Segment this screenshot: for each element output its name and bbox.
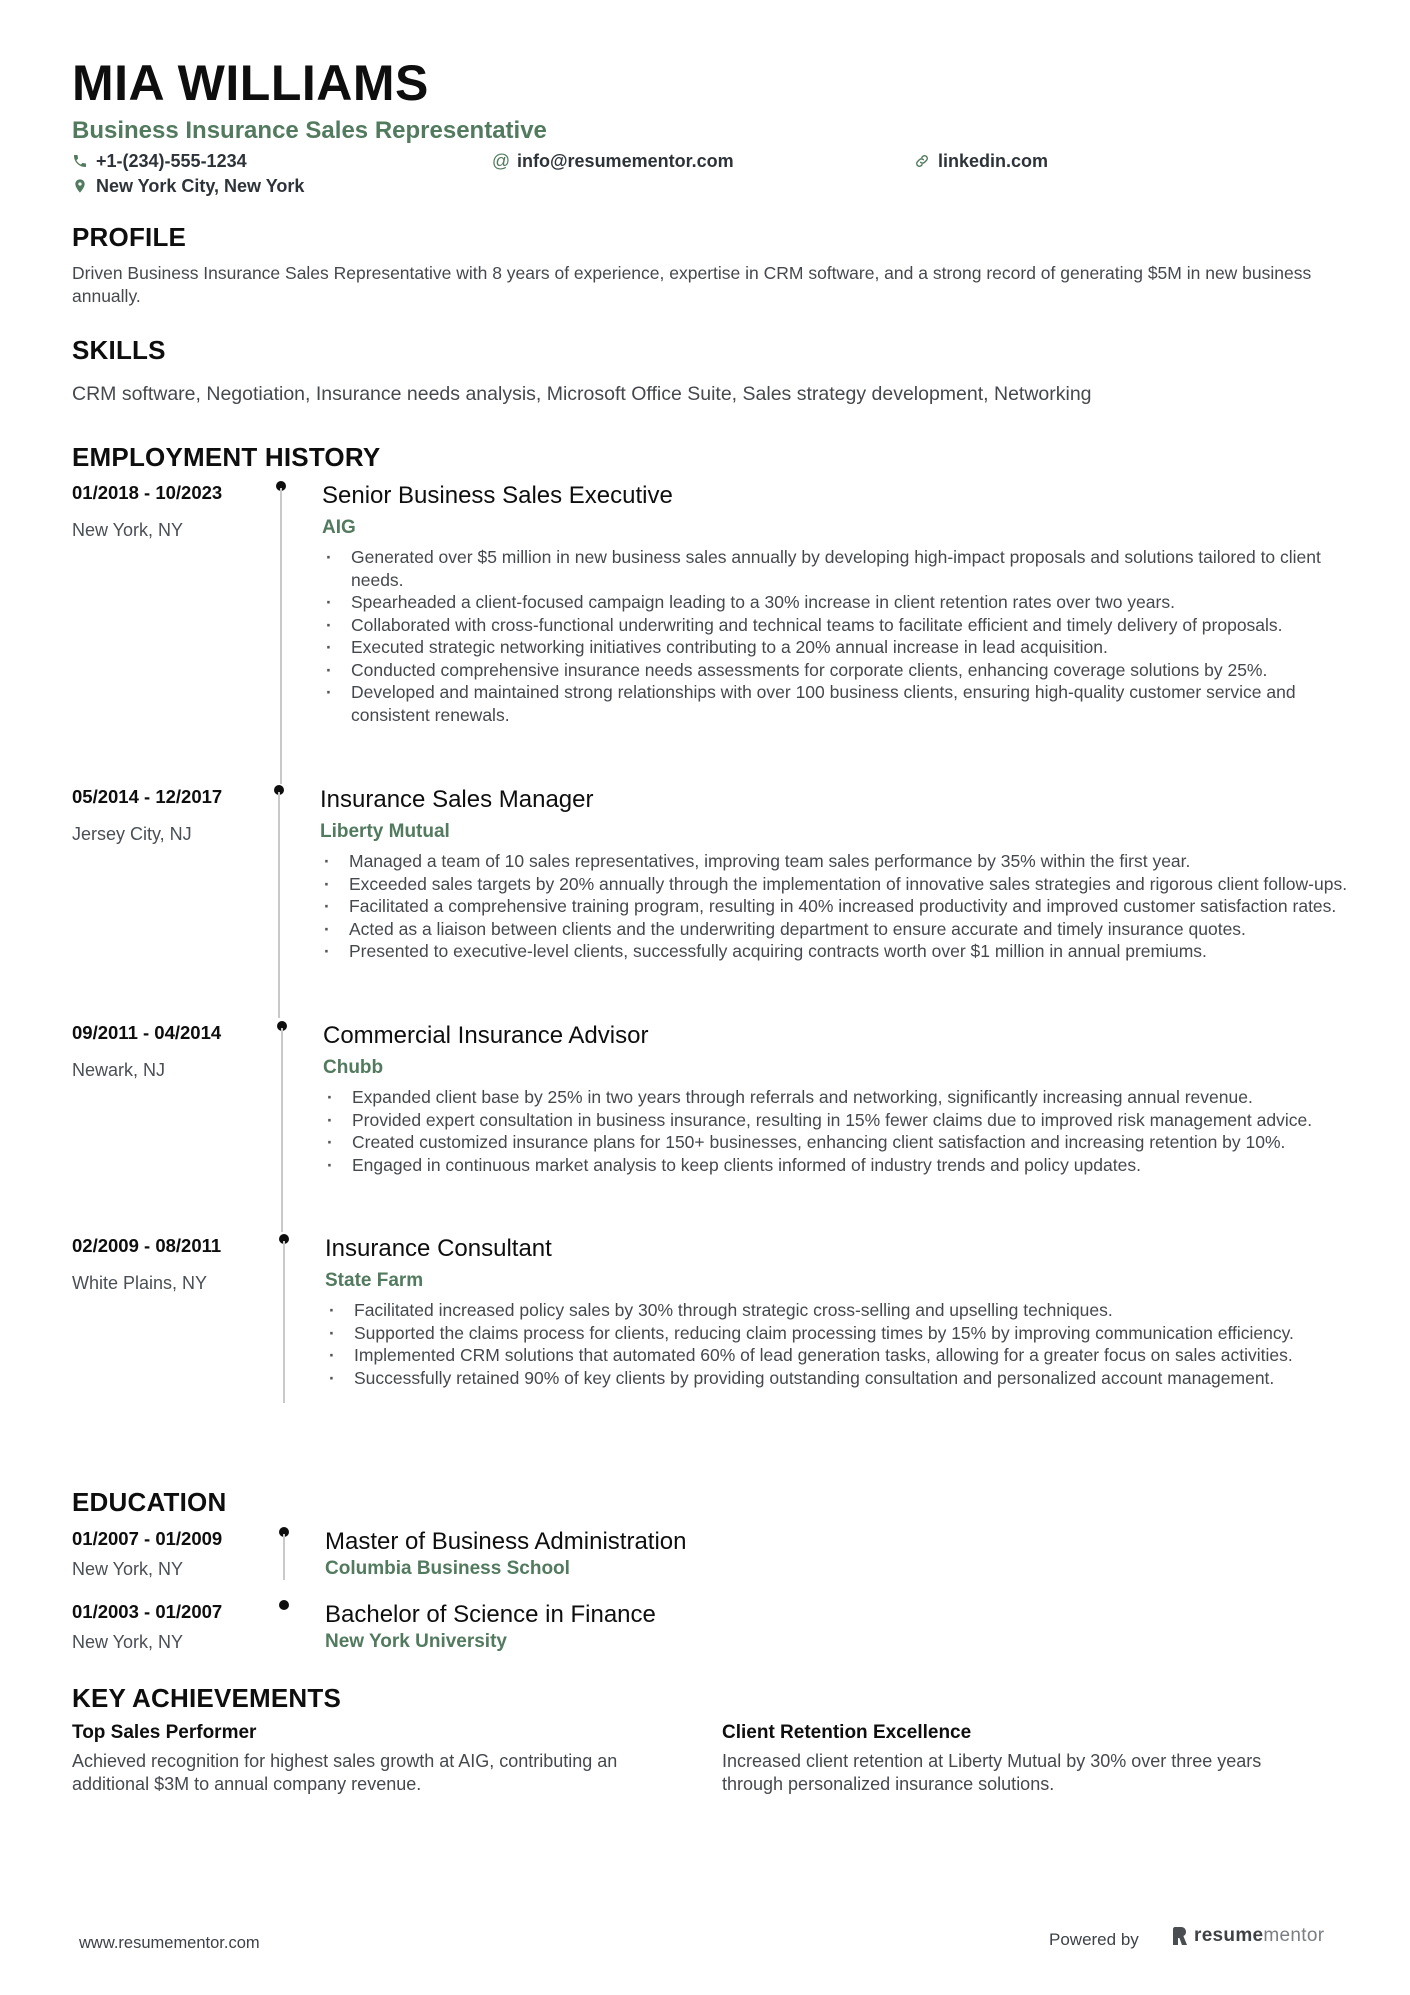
phone-value[interactable]: +1-(234)-555-1234 — [96, 151, 247, 171]
education-location: New York, NY — [72, 1632, 184, 1652]
phone-icon — [72, 153, 88, 169]
job-location: Jersey City, NJ — [72, 824, 192, 844]
education-location: New York, NY — [72, 1559, 184, 1579]
job-dates: 05/2014 - 12/2017 — [72, 786, 223, 807]
bullet-item: · Provided expert consultation in business insurance, resulting in 15% fewer claims due to improved risk management advice. — [324, 1109, 1354, 1132]
bullet-item: · Expanded client base by 25% in two years through referrals and networking, significantly increasing annual revenue. — [324, 1086, 1354, 1109]
bullet-item: · Managed a team of 10 sales representatives, improving team sales performance by 35% within the first year. — [321, 850, 1351, 873]
bullet-item: · Engaged in continuous market analysis to keep clients informed of industry trends and policy updates. — [324, 1154, 1354, 1177]
link-icon — [914, 153, 930, 169]
bullet-item: · Executed strategic networking initiatives contributing to a 20% annual increase in lead acquisition. — [323, 636, 1323, 659]
location-icon — [72, 178, 88, 194]
achievement-description: Achieved recognition for highest sales growth at AIG, contributing an additional $3M to annual company revenue. — [72, 1751, 618, 1794]
candidate-title: Business Insurance Sales Representative — [72, 117, 547, 144]
bullet-item: · Acted as a liaison between clients and the underwriting department to ensure accurate and timely insurance quotes. — [321, 918, 1351, 941]
job-location: New York, NY — [72, 520, 184, 540]
powered-by-label: Powered by — [1049, 1930, 1139, 1949]
employment-heading: EMPLOYMENT HISTORY — [72, 442, 381, 472]
education-school: Columbia Business School — [325, 1558, 570, 1579]
bullet-item: · Developed and maintained strong relationships with over 100 business clients, ensuring high-quality customer service and consistent renewals. — [323, 681, 1323, 726]
achievement-description: Increased client retention at Liberty Mutual by 30% over three years through personalized insurance solutions. — [722, 1751, 1262, 1794]
job-location: White Plains, NY — [72, 1273, 208, 1293]
education-degree: Master of Business Administration — [325, 1528, 687, 1555]
bullet-item: · Spearheaded a client-focused campaign leading to a 30% increase in client retention rates over two years. — [323, 591, 1323, 614]
education-dates: 01/2007 - 01/2009 — [72, 1528, 223, 1549]
timeline-line — [283, 1241, 285, 1403]
job-bullets — [326, 1299, 1336, 1389]
timeline-line — [278, 792, 280, 1018]
education-heading: EDUCATION — [72, 1487, 227, 1517]
location-value: New York City, New York — [96, 176, 305, 196]
timeline-line — [281, 1028, 283, 1232]
job-dates: 02/2009 - 08/2011 — [72, 1235, 222, 1256]
bullet-item: · Exceeded sales targets by 20% annually through the implementation of innovative sales strategies and rigorous client follow-ups. — [321, 873, 1351, 896]
job-title: Commercial Insurance Advisor — [323, 1022, 649, 1049]
linkedin-value[interactable]: linkedin.com — [938, 151, 1049, 171]
job-title: Insurance Consultant — [325, 1235, 552, 1262]
contact-linkedin — [914, 152, 1048, 170]
job-bullets — [324, 1086, 1354, 1176]
job-bullets — [321, 850, 1351, 963]
job-title: Insurance Sales Manager — [320, 786, 594, 813]
education-school: New York University — [325, 1631, 507, 1652]
job-location: Newark, NJ — [72, 1060, 166, 1080]
job-title: Senior Business Sales Executive — [322, 482, 673, 509]
education-degree: Bachelor of Science in Finance — [325, 1601, 656, 1628]
timeline-dot — [279, 1600, 289, 1610]
timeline-line — [283, 1534, 285, 1580]
job-company: AIG — [322, 517, 356, 538]
bullet-item: · Implemented CRM solutions that automated 60% of lead generation tasks, allowing for a greater focus on sales activities. — [326, 1344, 1336, 1367]
email-value[interactable]: info@resumementor.com — [517, 151, 734, 171]
bullet-item: · Conducted comprehensive insurance needs assessments for corporate clients, enhancing coverage solutions by 25%. — [323, 659, 1323, 682]
resumementor-logo-icon — [1172, 1926, 1188, 1946]
contact-phone — [72, 152, 247, 170]
achievement-title: Client Retention Excellence — [722, 1722, 972, 1743]
profile-text: Driven Business Insurance Sales Representative with 8 years of experience, expertise in CRM software, and a strong record of generating $5M in new business annually. — [72, 263, 1312, 306]
bullet-item: · Collaborated with cross-functional underwriting and technical teams to facilitate efficient and timely delivery of proposals. — [323, 614, 1323, 637]
candidate-name: MIA WILLIAMS — [72, 55, 429, 111]
achievement-title: Top Sales Performer — [72, 1722, 257, 1743]
bullet-item: · Facilitated a comprehensive training program, resulting in 40% increased productivity and improved customer satisfaction rates. — [321, 895, 1351, 918]
job-dates: 01/2018 - 10/2023 — [72, 482, 223, 503]
job-company: State Farm — [325, 1270, 424, 1291]
skills-heading: SKILLS — [72, 335, 166, 365]
education-dates: 01/2003 - 01/2007 — [72, 1601, 223, 1622]
bullet-item: · Supported the claims process for clients, reducing claim processing times by 15% by improving communication efficiency. — [326, 1322, 1336, 1345]
bullet-item: · Successfully retained 90% of key clients by providing outstanding consultation and personalized account management. — [326, 1367, 1336, 1390]
achievements-heading: KEY ACHIEVEMENTS — [72, 1683, 342, 1713]
contact-email — [493, 152, 734, 170]
at-icon: @ — [491, 151, 511, 171]
job-company: Liberty Mutual — [320, 821, 450, 842]
bullet-item: · Created customized insurance plans for 150+ businesses, enhancing client satisfaction and increasing retention by 10%. — [324, 1131, 1354, 1154]
bullet-item: · Presented to executive-level clients, successfully acquiring contracts worth over $1 million in annual premiums. — [321, 940, 1351, 963]
logo-text-light: mentor — [1263, 1925, 1325, 1946]
profile-heading: PROFILE — [72, 222, 187, 252]
job-bullets — [323, 546, 1323, 726]
timeline-line — [280, 488, 282, 784]
job-dates: 09/2011 - 04/2014 — [72, 1022, 222, 1043]
footer-url[interactable]: www.resumementor.com — [79, 1934, 260, 1952]
logo-text-bold: resume — [1194, 1925, 1264, 1946]
job-company: Chubb — [323, 1057, 384, 1078]
skills-text: CRM software, Negotiation, Insurance needs analysis, Microsoft Office Suite, Sales strategy development, Networking — [72, 383, 1092, 405]
resumementor-logo[interactable] — [1172, 1925, 1324, 1947]
bullet-item: · Generated over $5 million in new business sales annually by developing high-impact proposals and solutions tailored to client needs. — [323, 546, 1323, 591]
bullet-item: · Facilitated increased policy sales by 30% through strategic cross-selling and upselling techniques. — [326, 1299, 1336, 1322]
contact-location — [72, 177, 304, 195]
